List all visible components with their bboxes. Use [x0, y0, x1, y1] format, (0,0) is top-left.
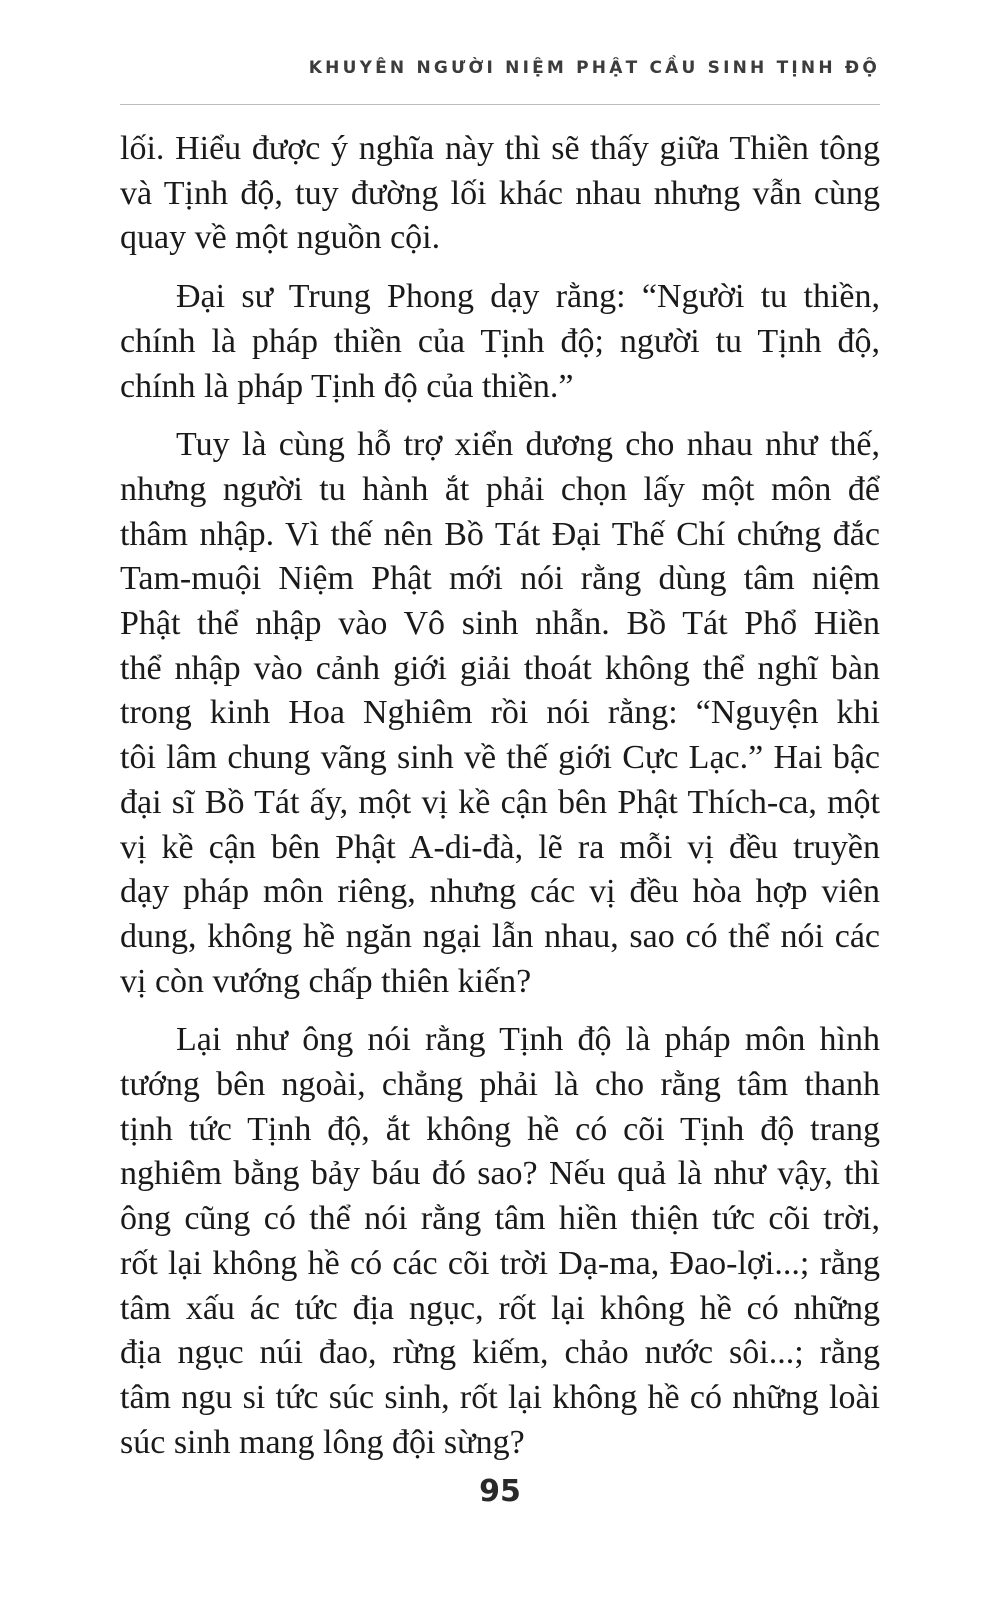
text-line: Tuy là cùng hỗ trợ xiển dương cho nhau như thế,	[176, 426, 880, 464]
text-line: dung, không hề ngăn ngại lẫn nhau, sao có thể nói các	[120, 917, 880, 955]
text-line: dạy pháp môn riêng, nhưng các vị đều hòa hợp viên	[120, 873, 880, 911]
text-line: vị còn vướng chấp thiên kiến?	[120, 962, 532, 1000]
text-line: chính là pháp Tịnh độ của thiền.”	[120, 367, 574, 405]
text-line: nghiêm bằng bảy báu đó sao? Nếu quả là như vậy, thì	[120, 1155, 880, 1193]
text-line: lối. Hiểu được ý nghĩa này thì sẽ thấy giữa Thiền tông	[120, 130, 880, 167]
text-line: quay về một nguồn cội.	[120, 219, 441, 257]
running-title: KHUYÊN NGƯỜI NIỆM PHẬT CẦU SINH TỊNH ĐỘ	[308, 58, 880, 78]
text-line: đại sĩ Bồ Tát ấy, một vị kề cận bên Phật Thích-ca, một	[120, 783, 880, 821]
text-line: tôi lâm chung vãng sinh về thế giới Cực Lạc.” Hai bậc	[120, 739, 880, 777]
text-line: tịnh tức Tịnh độ, ắt không hề có cõi Tịnh độ trang	[120, 1110, 880, 1148]
paragraph-4	[120, 1018, 880, 1465]
text-line: rốt lại không hề có các cõi trời Dạ-ma, Đao-lợi...; rằng	[120, 1244, 880, 1282]
text-line: tâm ngu si tức súc sinh, rốt lại không hề có những loài	[120, 1378, 880, 1416]
text-line: tướng bên ngoài, chẳng phải là cho rằng tâm thanh	[120, 1066, 880, 1104]
text-line: vị kề cận bên Phật A-di-đà, lẽ ra mỗi vị đều truyền	[120, 828, 880, 866]
text-line: Tam-muội Niệm Phật mới nói rằng dùng tâm niệm	[120, 560, 880, 598]
running-header	[120, 58, 880, 105]
text-line: tâm xấu ác tức địa ngục, rốt lại không hề có những	[120, 1289, 880, 1327]
text-line: thâm nhập. Vì thế nên Bồ Tát Đại Thế Chí chứng đắc	[120, 515, 880, 553]
text-line: Lại như ông nói rằng Tịnh độ là pháp môn hình	[176, 1021, 880, 1059]
text-line: thể nhập vào cảnh giới giải thoát không thể nghĩ bàn	[120, 649, 880, 687]
page-body	[120, 127, 880, 1479]
text-line: Phật thể nhập vào Vô sinh nhẫn. Bồ Tát Phổ Hiền	[120, 605, 880, 643]
text-line: và Tịnh độ, tuy đường lối khác nhau nhưng vẫn cùng	[120, 174, 880, 212]
paragraph-3	[120, 423, 880, 1004]
paragraph-1	[120, 127, 880, 261]
text-line: súc sinh mang lông đội sừng?	[120, 1423, 525, 1461]
text-line: trong kinh Hoa Nghiêm rồi nói rằng: “Nguyện khi	[120, 694, 880, 732]
text-line: chính là pháp thiền của Tịnh độ; người tu Tịnh độ,	[120, 322, 880, 360]
text-line: địa ngục núi đao, rừng kiếm, chảo nước sôi...; rằng	[120, 1334, 880, 1372]
page-number: 95	[479, 1474, 521, 1509]
paragraph-2	[120, 275, 880, 409]
text-line: ông cũng có thể nói rằng tâm hiền thiện tức cõi trời,	[120, 1200, 880, 1238]
text-line: nhưng người tu hành ắt phải chọn lấy một môn để	[120, 470, 880, 508]
text-line: Đại sư Trung Phong dạy rằng: “Người tu thiền,	[176, 278, 880, 316]
